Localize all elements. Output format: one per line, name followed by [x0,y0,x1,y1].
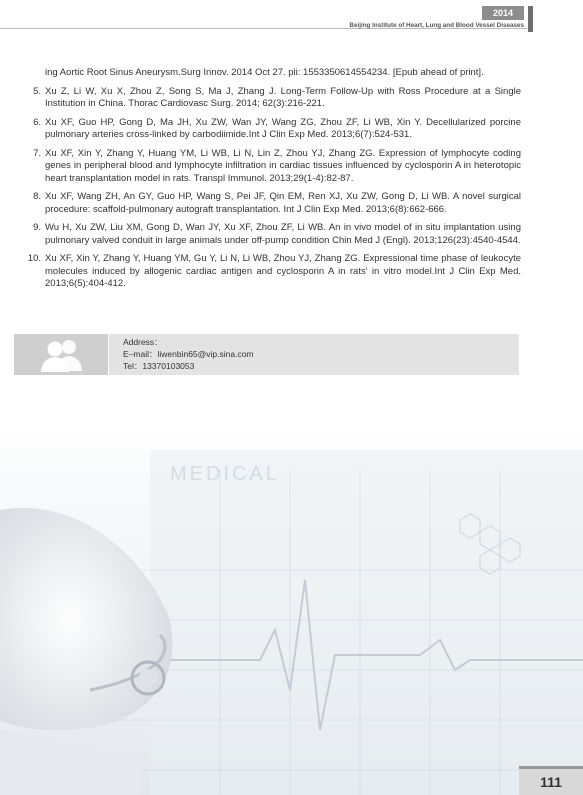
reference-number: 9. [33,222,41,233]
reference-text: ing Aortic Root Sinus Aneurysm.Surg Innov. 2014 Oct 27. pii: 1553350614554234. [Epub ahead of print]. [45,67,484,78]
header-side-bar [528,6,533,32]
tel-line: Tel：13370103053 [123,361,195,371]
reference-number: 6. [33,116,41,128]
contact-info [109,334,519,375]
reference-item [33,67,521,80]
reference-text: Xu XF, Wang ZH, An GY, Guo HP, Wang S, Pei JF, Qin EM, Ren XJ, Xu ZW, Gong D, Li WB. A novel surgical procedure: scaffold-pulmonary autograft transplantation. Int J Clin Exp Med. 2013;6(8):662-666. [45,191,521,215]
institute-name: Beijing Institute of Heart, Lung and Blood Vessel Diseases [349,22,524,29]
address-label: Address： [123,337,163,347]
medical-background-illustration [0,430,583,795]
reference-item [33,222,521,247]
reference-text: Xu XF, Guo HP, Gong D, Ma JH, Xu ZW, Wan JY, Wang ZG, Zhou ZF, Li WB, Xin Y. Decellularized porcine pulmonary arteries cross-linked by carbodiimide.Int J Clin Exp Med. 2013;6(7):524-531. [45,116,521,140]
reference-number: 7. [33,147,41,159]
reference-text: Wu H, Xu ZW, Liu XM, Gong D, Wan JY, Xu XF, Zhou ZF, Li WB. An in vivo model of in situ implantation using pulmonary valved conduit in large animals under off-pump condition Chin Med J (Engl). 2013;126(23):4540-4544. [45,222,521,246]
email-line: E–mail：liwenbin65@vip.sina.com [123,349,254,359]
reference-item [33,148,521,186]
year-badge: 2014 [482,6,524,20]
page-number: 111 [519,769,583,795]
reference-text: Xu XF, Xin Y, Zhang Y, Huang YM, Gu Y, Li N, Li WB, Zhou YJ, Zhang ZG. Expressional time phase of leukocyte molecules induced by allogenic cardiac antigen and cyclosporin A in rats' in vitro model.Int J Clin Exp Med. 2013;6(5):404-412. [45,253,521,289]
reference-number: 5. [33,85,41,97]
contact-box [14,334,519,375]
reference-item [33,191,521,216]
reference-list [27,67,521,297]
reference-item [33,117,521,142]
overlay-word: MEDICAL [170,463,280,485]
reference-number: 10. [27,253,41,264]
reference-text: Xu XF, Xin Y, Zhang Y, Huang YM, Li WB, Li N, Lin Z, Zhou YJ, Zhang ZG. Expression of lymphocyte coding genes in peripheral blood and lymphocyte infiltration in cardiac tissues influenced by cyclosporin A in heterotopic heart transplantation model in rats. Transpl Immunol. 2013;29(1-4):82-87. [45,147,521,184]
reference-text: Xu Z, Li W, Xu X, Zhou Z, Song S, Ma J, Zhang J. Long-Term Follow-Up with Ross Procedure at a Single Institution in China. Thorac Cardiovasc Surg. 2014; 62(3):216-221. [45,85,521,109]
reference-number: 8. [33,191,41,202]
people-icon [14,334,108,375]
reference-item [27,253,521,291]
reference-item [33,86,521,111]
contact-icon-panel [14,334,108,375]
